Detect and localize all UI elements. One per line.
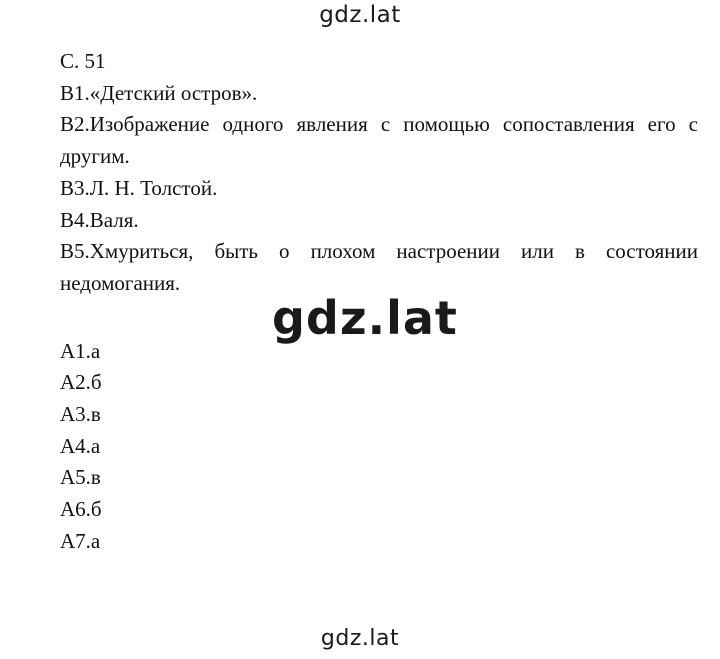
watermark-top: gdz.lat xyxy=(319,2,401,28)
answer-a6: А6.б xyxy=(60,497,102,522)
answer-b5-line-1: В5.Хмуриться, быть о плохом настроении или в состоянии xyxy=(60,239,698,264)
answer-b2-line-1: В2.Изображение одного явления с помощью сопоставления его с xyxy=(60,112,698,137)
answer-a4: А4.а xyxy=(60,433,101,458)
answer-a5: А5.в xyxy=(60,465,101,490)
answer-a1: А1.а xyxy=(60,338,101,363)
answer-b1: В1.«Детский остров». xyxy=(60,80,258,105)
answer-a2: А2.б xyxy=(60,370,102,395)
answer-b5-line-2: недомогания. xyxy=(60,270,181,295)
watermark-middle: gdz.lat xyxy=(272,291,458,345)
answer-b2-line-2: другим. xyxy=(60,144,130,169)
answer-b3: В3.Л. Н. Толстой. xyxy=(60,175,218,200)
answer-a3: А3.в xyxy=(60,402,101,427)
answer-a7: А7.а xyxy=(60,528,101,553)
page-reference: С. 51 xyxy=(60,49,106,73)
watermark-bottom: gdz.lat xyxy=(320,626,400,651)
answer-b4: В4.Валя. xyxy=(60,207,139,232)
